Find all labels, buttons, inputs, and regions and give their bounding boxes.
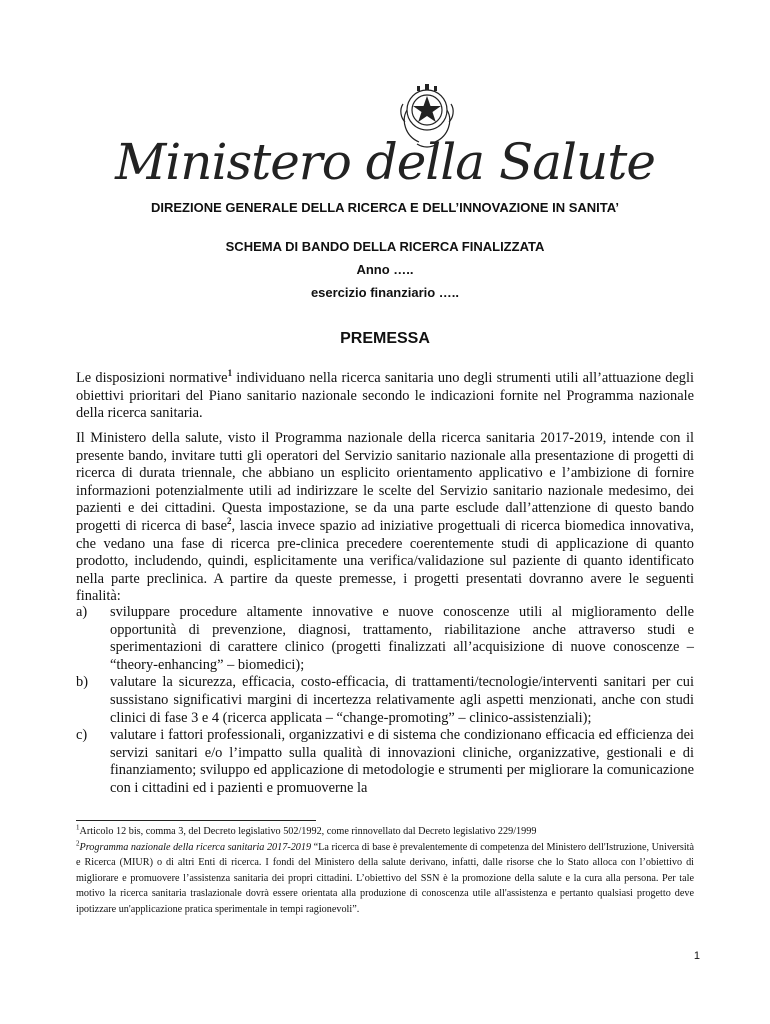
list-item	[76, 727, 694, 797]
footnote-2-number: 2	[76, 839, 80, 848]
paragraph-2-text-b: , lascia invece spazio ad iniziative progettuali di ricerca biomedica innovativa, che vedano una fase di ricerca pre-clinica precedere coerentemente studi di applicazione di quanto prodotto, includendo, quindi, esplicitamente una verifica/validazione sul paziente di quanto identificato nella parte preclinica. A partire da queste premesse, i progetti presentati dovranno avere le seguenti finalità:	[76, 517, 694, 605]
paragraph-2-text-a: Il Ministero della salute, visto il Programma nazionale della ricerca sanitaria 2017-2019, intende con il presente bando, invitare tutti gli operatori del Servizio sanitario nazionale alla presentazione di progetti di ricerca di durata triennale, che abbiano un esplicito orientamento applicativo e l’ambizione di fornire informazioni potenzialmente utili ad indirizzare le scelte del Servizio sanitario nazionale medesimo, dei pazienti e dei cittadini. Questa impostazione, se da una parte esclude dall’attenzione di questo bando progetti di ricerca di base	[76, 430, 694, 534]
ministry-logo: Ministero della Salute	[115, 133, 655, 191]
footnote-1-number: 1	[76, 823, 80, 832]
list-item-text: sviluppare procedure altamente innovative e nuove conoscenze utili al miglioramento delle opportunità di prevenzione, diagnosi, trattamento, riabilitazione anche attraverso studi e sperimentazioni di carattere clinico (progetti finalizzati all’acquisizione di nuove conoscenze – “theory-enhancing” – biomedici);	[110, 604, 694, 673]
direction-title: DIREZIONE GENERALE DELLA RICERCA E DELL’INNOVAZIONE IN SANITA’	[150, 200, 620, 215]
schema-title: SCHEMA DI BANDO DELLA RICERCA FINALIZZATA	[225, 239, 545, 254]
list-marker: c)	[76, 727, 88, 744]
list-item-text: valutare la sicurezza, efficacia, costo-efficacia, di trattamenti/tecnologie/interventi sanitari per cui sussistano significativi margini di incertezza relativamente agli aspetti menzionati, anche con studi clinici di fase 3 e 4 (ricerca applicata – “change-promoting” – clinico-assistenziali);	[110, 674, 694, 726]
paragraph-1	[76, 370, 694, 423]
page-number: 1	[693, 950, 700, 962]
footnote-1-text: Articolo 12 bis, comma 3, del Decreto legislativo 502/1992, come rinnovellato dal Decreto legislativo 229/1999	[79, 826, 537, 837]
footnote-ref-1[interactable]: 1	[227, 368, 233, 379]
finalities-list	[76, 604, 694, 798]
footnote-2-text: “La ricerca di base è prevalentemente di competenza del Ministero dell'Istruzione, Università e Ricerca (MIUR) o di altri Enti di ricerca. I fondi del Ministero della salute derivano, infatti, dalle risorse che lo Stato alloca con l’obiettivo di migliorare e promuovere l’assistenza sanitaria dei propri cittadini. L’obiettivo del SSN è la promozione della salute e la cura alla persona. Per tale motivo la ricerca sanitaria traslazionale dovrà essere orientata alla produzione di conoscenza utile all'assistenza e pertanto qualsiasi progetto deve ipotizzare un'applicazione pratica sperimentale in tempi ragionevoli”.	[76, 841, 695, 915]
footnote-1	[76, 824, 694, 840]
paragraph-1-text-a: Le disposizioni normative	[76, 370, 228, 386]
footnote-2	[76, 840, 694, 918]
list-item-text: valutare i fattori professionali, organizzativi e di sistema che condizionano efficacia ed efficienza dei servizi sanitari e/o l’impatto sulla qualità di innovazioni cliniche, organizzative, gestionali e di finanziamento; sviluppo ed applicazione di metodologie e strumenti per migliorare la comunicazione con i cittadini ed i pazienti e promuoverne la	[110, 727, 694, 796]
paragraph-2	[76, 430, 694, 606]
list-item	[76, 604, 694, 674]
section-title: PREMESSA	[340, 330, 430, 347]
esercizio-line: esercizio finanziario …..	[310, 285, 460, 300]
anno-line: Anno …..	[356, 262, 414, 277]
list-item	[76, 674, 694, 727]
list-marker: a)	[76, 604, 88, 620]
footnote-2-title: Programma nazionale della ricerca sanitaria 2017-2019	[79, 841, 312, 853]
footnote-ref-2[interactable]: 2	[226, 516, 232, 527]
paragraph-1-text-b: individuano nella ricerca sanitaria uno degli strumenti utili all’attuazione degli obiettivi prioritari del Piano sanitario nazionale secondo le indicazioni fornite nel Programma nazionale della ricerca sanitaria.	[76, 370, 694, 422]
footnotes	[76, 824, 694, 917]
footnote-separator	[76, 820, 316, 821]
list-marker: b)	[76, 674, 88, 691]
